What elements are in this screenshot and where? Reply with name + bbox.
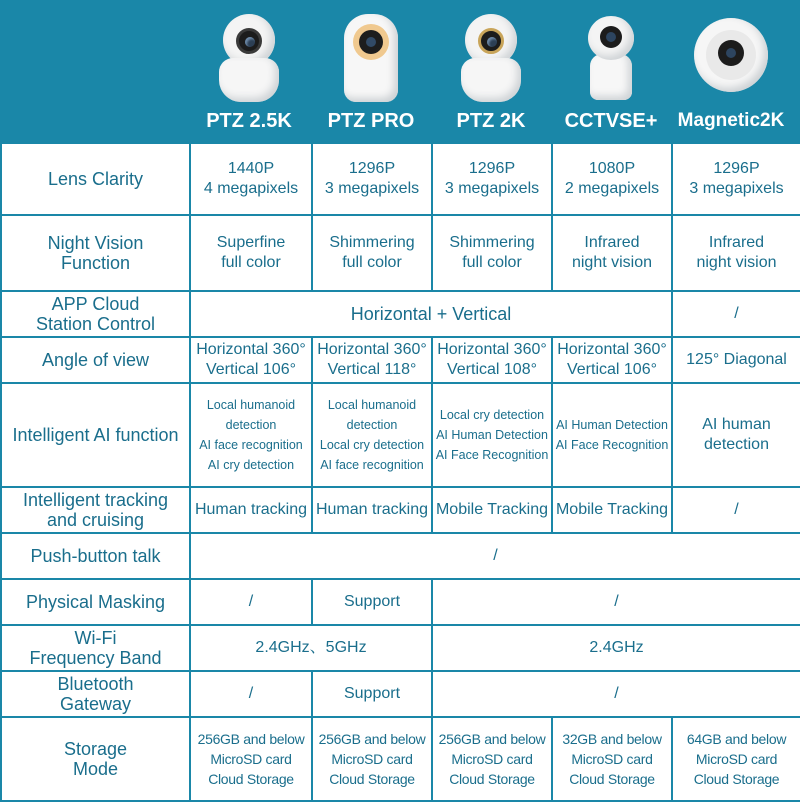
feature-label: Intelligent AI function bbox=[1, 383, 190, 487]
table-cell-merged: / bbox=[190, 533, 800, 579]
table-cell: Infrared night vision bbox=[672, 215, 800, 291]
table-row-lens-clarity bbox=[1, 143, 800, 215]
cctv-camera-image bbox=[586, 16, 636, 100]
feature-label: Intelligent tracking and cruising bbox=[1, 487, 190, 533]
product-name: PTZ PRO bbox=[327, 110, 415, 132]
product-cctvse-plus[interactable] bbox=[551, 0, 671, 142]
table-cell: 32GB and below MicroSD card Cloud Storage bbox=[552, 717, 672, 801]
table-row-night-vision bbox=[1, 215, 800, 291]
feature-label: APP Cloud Station Control bbox=[1, 291, 190, 337]
product-name: PTZ 2.5K bbox=[206, 110, 292, 132]
feature-label: Push-button talk bbox=[1, 533, 190, 579]
table-row-wifi bbox=[1, 625, 800, 671]
table-cell: 256GB and below MicroSD card Cloud Storage bbox=[312, 717, 432, 801]
table-cell: 1080P 2 megapixels bbox=[552, 143, 672, 215]
table-cell: / bbox=[190, 671, 312, 717]
table-row-bluetooth bbox=[1, 671, 800, 717]
table-row-angle-of-view bbox=[1, 337, 800, 383]
table-cell: Horizontal 360° Vertical 106° bbox=[190, 337, 312, 383]
table-cell: Mobile Tracking bbox=[552, 487, 672, 533]
table-row-push-talk bbox=[1, 533, 800, 579]
table-cell: 125° Diagonal bbox=[672, 337, 800, 383]
table-cell-merged: 2.4GHz bbox=[432, 625, 800, 671]
table-cell: Human tracking bbox=[312, 487, 432, 533]
table-cell: Human tracking bbox=[190, 487, 312, 533]
product-name: PTZ 2K bbox=[456, 110, 526, 132]
feature-label: Wi-Fi Frequency Band bbox=[1, 625, 190, 671]
feature-label: Bluetooth Gateway bbox=[1, 671, 190, 717]
product-name: CCTVSE+ bbox=[564, 110, 658, 132]
table-cell: / bbox=[672, 291, 800, 337]
table-cell: 64GB and below MicroSD card Cloud Storage bbox=[672, 717, 800, 801]
table-cell: Support bbox=[312, 579, 432, 625]
table-cell: Support bbox=[312, 671, 432, 717]
product-magnetic-2k[interactable] bbox=[671, 0, 791, 142]
table-cell: 1296P 3 megapixels bbox=[432, 143, 552, 215]
ptz-camera-image bbox=[461, 14, 521, 102]
table-cell-merged: / bbox=[432, 671, 800, 717]
table-cell: AI Human Detection AI Face Recognition bbox=[552, 383, 672, 487]
table-cell: Horizontal 360° Vertical 106° bbox=[552, 337, 672, 383]
table-cell: 256GB and below MicroSD card Cloud Storage bbox=[190, 717, 312, 801]
feature-label: Lens Clarity bbox=[1, 143, 190, 215]
table-cell: 256GB and below MicroSD card Cloud Storage bbox=[432, 717, 552, 801]
table-cell-merged: / bbox=[432, 579, 800, 625]
table-cell: Mobile Tracking bbox=[432, 487, 552, 533]
ptz-camera-image bbox=[219, 14, 279, 102]
table-row-app-cloud bbox=[1, 291, 800, 337]
product-ptz-2k[interactable] bbox=[431, 0, 551, 142]
pro-camera-image bbox=[344, 14, 398, 102]
feature-label: Angle of view bbox=[1, 337, 190, 383]
table-cell: / bbox=[672, 487, 800, 533]
feature-label: Night Vision Function bbox=[1, 215, 190, 291]
magnetic-camera-image bbox=[694, 18, 768, 98]
product-name: Magnetic2K bbox=[677, 110, 785, 131]
table-cell-merged: 2.4GHz、5GHz bbox=[190, 625, 432, 671]
table-cell: Horizontal 360° Vertical 108° bbox=[432, 337, 552, 383]
feature-label: Physical Masking bbox=[1, 579, 190, 625]
table-cell: Superfine full color bbox=[190, 215, 312, 291]
table-cell: Local cry detection AI Human Detection AI Face Recognition bbox=[432, 383, 552, 487]
table-row-ai-function bbox=[1, 383, 800, 487]
table-cell: Local humanoid detection Local cry detection AI face recognition bbox=[312, 383, 432, 487]
table-cell: Shimmering full color bbox=[432, 215, 552, 291]
table-cell: Infrared night vision bbox=[552, 215, 672, 291]
product-ptz-pro[interactable] bbox=[311, 0, 431, 142]
table-row-storage bbox=[1, 717, 800, 801]
table-cell: Horizontal 360° Vertical 118° bbox=[312, 337, 432, 383]
table-cell-merged: Horizontal + Vertical bbox=[190, 291, 672, 337]
table-cell: / bbox=[190, 579, 312, 625]
table-cell: AI human detection bbox=[672, 383, 800, 487]
product-header bbox=[0, 0, 800, 142]
table-cell: 1296P 3 megapixels bbox=[672, 143, 800, 215]
table-cell: 1296P 3 megapixels bbox=[312, 143, 432, 215]
product-ptz-25k[interactable] bbox=[189, 0, 309, 142]
table-cell: Local humanoid detection AI face recognition AI cry detection bbox=[190, 383, 312, 487]
table-cell: 1440P 4 megapixels bbox=[190, 143, 312, 215]
feature-label: Storage Mode bbox=[1, 717, 190, 801]
table-row-tracking bbox=[1, 487, 800, 533]
table-row-physical-masking bbox=[1, 579, 800, 625]
comparison-table bbox=[0, 142, 800, 802]
table-cell: Shimmering full color bbox=[312, 215, 432, 291]
